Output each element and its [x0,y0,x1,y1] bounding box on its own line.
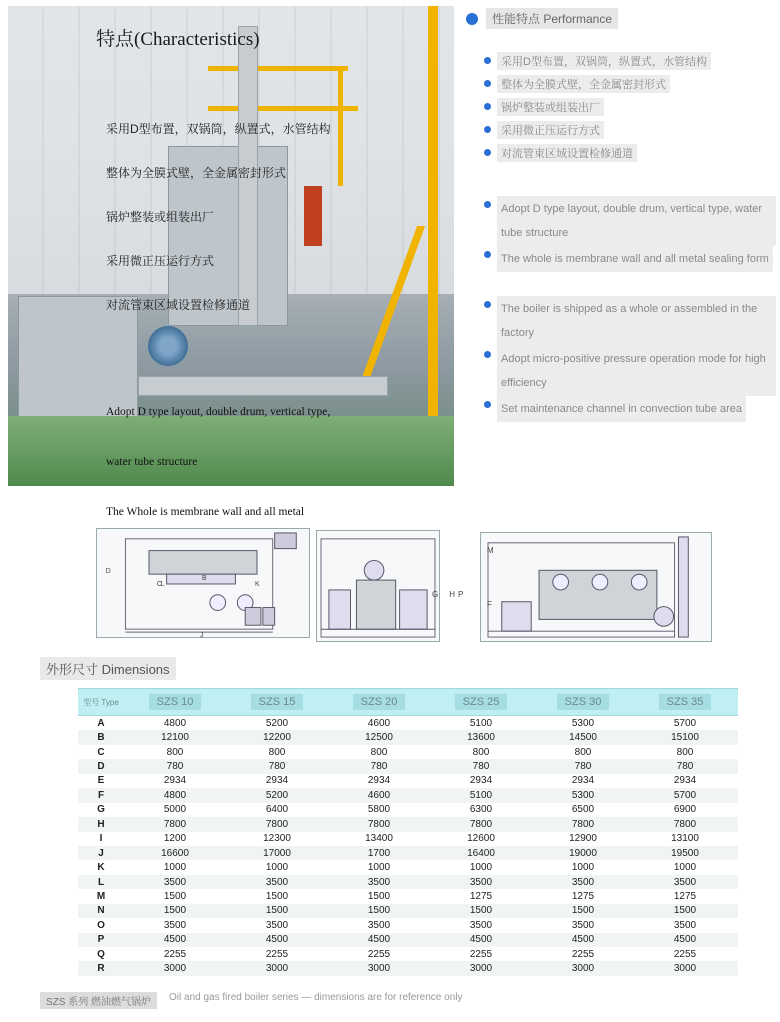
table-cell: 13100 [671,833,699,845]
table-cell: 12600 [467,833,495,845]
table-cell: 16600 [161,847,189,859]
table-row-key: J [98,847,104,859]
cn-line: 采用微正压运行方式 [106,254,215,268]
performance-header-text: 性能特点 Performance [486,8,618,29]
list-item: Adopt D type layout, double drum, vertical type, water tube structure [484,196,776,246]
table-cell: 4800 [163,717,187,729]
table-cell: 1275 [571,890,595,902]
table-cell: 3500 [469,919,493,931]
table-row [78,918,738,932]
table-cell: 4800 [163,789,187,801]
dimensions-table-title: 外形尺寸 Dimensions [40,657,176,680]
front-view-diagram [480,532,712,642]
cn-line: 锅炉整装或组装出厂 [106,210,215,224]
bullet-icon [484,401,491,408]
table-cell: 2934 [469,775,493,787]
table-cell: 3500 [673,876,697,888]
table-cell: 1500 [163,905,187,917]
table-cell: 7800 [367,818,391,830]
photo-yellow-rail-2 [208,106,358,111]
list-item: The boiler is shipped as a whole or assembled in the factory [484,296,776,346]
table-cell: 800 [574,746,592,758]
side-label-g: G [432,590,439,599]
table-cell: 3500 [571,876,595,888]
table-cell: 3000 [673,963,697,975]
table-cell: 7800 [673,818,697,830]
table-row [78,904,738,918]
table-cell: 780 [472,761,490,773]
table-cell: 6300 [469,804,493,816]
table-cell: 1500 [571,905,595,917]
table-cell: 2934 [265,775,289,787]
table-row [78,817,738,831]
table-cell: 1000 [469,862,493,874]
table-cell: 1000 [673,862,697,874]
side-label-p: P [458,590,464,599]
table-row-key: C [97,746,105,758]
bullet-icon [484,301,491,308]
table-row-key: E [97,775,105,787]
table-cell: 1500 [265,905,289,917]
table-cell: 2934 [367,775,391,787]
bullet-icon [484,103,491,110]
table-row-key: F [97,789,105,801]
table-cell: 5300 [571,717,595,729]
table-cell: 3500 [163,876,187,888]
bullet-icon [484,201,491,208]
table-row [78,875,738,889]
table-cell: 5100 [469,717,493,729]
table-cell: 4500 [163,934,187,946]
table-row [78,730,738,744]
table-row [78,745,738,759]
table-row-key: M [96,890,106,902]
side-label-h: H [449,590,456,599]
characteristics-cn-list [106,118,406,316]
bullet-icon [484,126,491,133]
table-cell: 1500 [469,905,493,917]
table-cell: 3500 [265,876,289,888]
table-row-key: N [97,905,105,917]
side-view-svg [317,531,439,641]
table-row [78,803,738,817]
bullet-dot-icon [466,13,478,25]
bullet-icon [484,149,491,156]
table-cell: 2934 [571,775,595,787]
bullet-icon [484,80,491,87]
table-cell: 800 [676,746,694,758]
table-header-model: SZS 25 [430,689,532,715]
table-cell: 16400 [467,847,495,859]
table-row-key: R [97,963,105,975]
cn-line: 整体为全膜式壁，全金属密封形式 [106,166,287,180]
plan-label-j: J [200,632,204,637]
plan-label-b: B [202,575,207,583]
table-cell: 13600 [467,732,495,744]
table-cell: 1500 [265,890,289,902]
table-row-key: Q [97,948,105,960]
table-cell: 3000 [469,963,493,975]
plan-view-diagram [96,528,310,638]
table-cell: 1275 [469,890,493,902]
table-header-model: SZS 35 [634,689,736,715]
performance-en-list [484,196,776,446]
list-item: 整体为全膜式壁，全金属密封形式 [484,75,776,98]
table-cell: 780 [166,761,184,773]
table-cell: 2934 [163,775,187,787]
table-row-key: H [97,818,105,830]
plan-view-svg [97,529,309,637]
table-cell: 3000 [571,963,595,975]
photo-pipe [138,376,388,396]
table-cell: 7800 [571,818,595,830]
table-cell: 3500 [163,919,187,931]
table-cell: 12200 [263,732,291,744]
table-cell: 1500 [367,890,391,902]
en-line: The Whole is membrane wall and all metal [106,506,305,518]
table-row-key: D [97,761,105,773]
table-cell: 800 [472,746,490,758]
table-row-key: L [97,876,105,888]
front-label-m: M [487,546,494,555]
table-row [78,947,738,961]
performance-cn-list [484,52,776,167]
table-cell: 1200 [163,833,187,845]
table-cell: 5700 [673,717,697,729]
table-cell: 800 [268,746,286,758]
bullet-icon [484,351,491,358]
table-cell: 780 [676,761,694,773]
list-item: 采用D型布置，双锅筒，纵置式，水管结构 [484,52,776,75]
performance-header [466,8,618,29]
plan-label-d: D [105,568,111,576]
table-row-key: A [97,717,105,729]
en-line: Adopt D type layout, double drum, vertical type, [106,406,331,418]
list-item: Set maintenance channel in convection tube area [484,396,776,446]
side-view-diagram [316,530,440,642]
table-row-key: O [97,919,105,931]
table-cell: 1000 [367,862,391,874]
table-cell: 5000 [163,804,187,816]
table-header-model: SZS 20 [328,689,430,715]
table-cell: 5100 [469,789,493,801]
table-cell: 1500 [367,905,391,917]
table-cell: 2255 [163,948,187,960]
table-header-type: 型号 Type [83,697,119,707]
table-cell: 3500 [367,876,391,888]
table-header-model: SZS 30 [532,689,634,715]
table-cell: 1000 [571,862,595,874]
table-cell: 19500 [671,847,699,859]
table-cell: 12900 [569,833,597,845]
side-dimension-labels [432,590,463,599]
table-cell: 6500 [571,804,595,816]
table-cell: 4500 [571,934,595,946]
table-row-key: P [97,934,105,946]
table-cell: 4600 [367,789,391,801]
table-cell: 800 [166,746,184,758]
table-cell: 1275 [673,890,697,902]
table-cell: 12100 [161,732,189,744]
table-cell: 780 [574,761,592,773]
table-cell: 6900 [673,804,697,816]
table-cell: 3000 [367,963,391,975]
table-cell: 3500 [265,919,289,931]
table-cell: 3500 [469,876,493,888]
table-cell: 4500 [367,934,391,946]
table-body [78,716,738,976]
plan-label-l: L [160,580,165,588]
table-header-model: SZS 10 [124,689,226,715]
table-cell: 5700 [673,789,697,801]
plan-label-k: K [255,580,260,588]
table-cell: 19000 [569,847,597,859]
bullet-icon [484,251,491,258]
table-row-key: G [97,804,105,816]
table-cell: 2255 [571,948,595,960]
table-cell: 6400 [265,804,289,816]
table-cell: 3500 [367,919,391,931]
table-row-key: K [97,862,105,874]
table-cell: 2255 [265,948,289,960]
table-cell: 12500 [365,732,393,744]
footer-right: Oil and gas fired boiler series — dimensions are for reference only [169,992,463,1003]
table-row [78,788,738,802]
photo-yellow-rail [208,66,348,71]
table-cell: 7800 [265,818,289,830]
table-cell: 1000 [265,862,289,874]
table-cell: 1500 [163,890,187,902]
table-row [78,774,738,788]
list-item: Adopt micro-positive pressure operation mode for high efficiency [484,346,776,396]
table-row [78,961,738,975]
front-label-f: F [487,600,492,609]
table-row [78,889,738,903]
table-cell: 14500 [569,732,597,744]
footer-left: SZS 系列 燃油燃气锅炉 [40,992,157,1009]
table-cell: 5200 [265,789,289,801]
table-cell: 15100 [671,732,699,744]
table-cell: 13400 [365,833,393,845]
table-cell: 3000 [163,963,187,975]
table-header-model: SZS 15 [226,689,328,715]
table-cell: 4500 [265,934,289,946]
dimensions-table [78,688,738,976]
table-row [78,846,738,860]
table-row [78,933,738,947]
table-row-key: B [97,732,105,744]
table-cell: 800 [370,746,388,758]
table-cell: 2255 [367,948,391,960]
table-row [78,716,738,730]
table-cell: 1000 [163,862,187,874]
table-cell: 1700 [367,847,391,859]
table-cell: 5800 [367,804,391,816]
page-footer [40,992,760,1009]
table-cell: 4500 [469,934,493,946]
list-item: 采用微正压运行方式 [484,121,776,144]
table-row [78,860,738,874]
photo-valve [148,326,188,366]
table-cell: 3500 [571,919,595,931]
table-cell: 3500 [673,919,697,931]
list-item: 锅炉整装或组装出厂 [484,98,776,121]
bullet-icon [484,57,491,64]
table-cell: 3000 [265,963,289,975]
table-row [78,832,738,846]
table-cell: 7800 [469,818,493,830]
en-line: water tube structure [106,456,198,468]
characteristics-title: 特点(Characteristics) [96,29,260,50]
table-cell: 4500 [673,934,697,946]
list-item: 对流管束区域设置检修通道 [484,144,776,167]
photo-yellow-column [428,6,438,426]
cn-line: 采用D型布置，双锅筒，纵置式，水管结构 [106,122,331,136]
table-cell: 7800 [163,818,187,830]
table-row-key: I [99,833,103,845]
table-row [78,759,738,773]
table-cell: 4600 [367,717,391,729]
table-cell: 17000 [263,847,291,859]
table-cell: 5300 [571,789,595,801]
characteristics-en-text [106,404,406,518]
table-cell: 2255 [469,948,493,960]
table-cell: 1500 [673,905,697,917]
table-cell: 780 [370,761,388,773]
table-cell: 780 [268,761,286,773]
front-view-svg [481,533,711,641]
list-item: The whole is membrane wall and all metal sealing form [484,246,776,296]
table-cell: 12300 [263,833,291,845]
table-cell: 5200 [265,717,289,729]
table-cell: 2934 [673,775,697,787]
plan-label-c: C [156,580,162,588]
table-header [78,688,738,716]
cn-line: 对流管束区域设置检修通道 [106,298,251,312]
table-cell: 2255 [673,948,697,960]
